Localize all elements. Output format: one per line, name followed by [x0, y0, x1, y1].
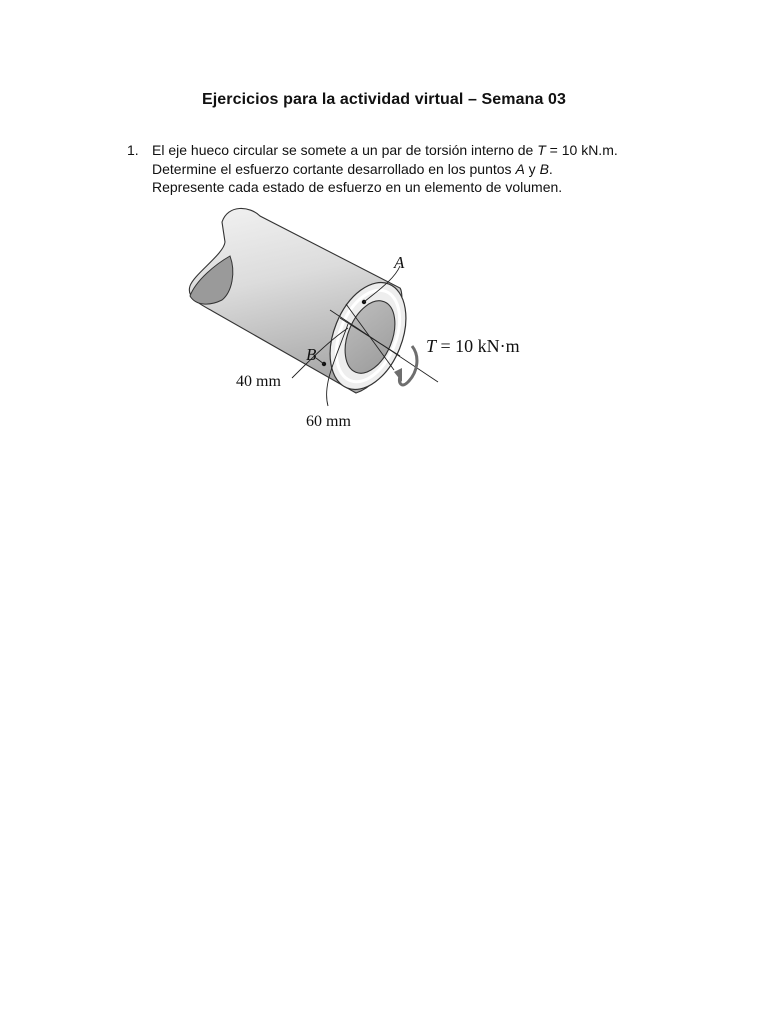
problem-line-2: [152, 160, 618, 179]
problem-number: 1.: [127, 142, 139, 158]
point-a-symbol: A: [515, 160, 525, 177]
label-torque-value: = 10 kN·m: [436, 336, 520, 356]
hollow-shaft-figure: [180, 200, 560, 440]
label-inner-dim: 40 mm: [236, 373, 281, 390]
page-title: Ejercicios para la actividad virtual – Semana 03: [201, 91, 567, 108]
problem-line-2-suffix: .: [548, 160, 553, 177]
problem-line-1: [152, 141, 618, 160]
problem-line-2-mid: y: [524, 160, 540, 177]
torque-symbol: T: [537, 142, 546, 158]
torque-arrow: [399, 346, 416, 385]
problem-line-1-prefix: El eje hueco circular se somete a un par de torsión interno de: [152, 142, 538, 158]
problem-statement: [152, 141, 618, 197]
point-b-symbol: B: [539, 160, 549, 177]
problem-line-2-prefix: Determine el esfuerzo cortante desarrollado en los puntos: [152, 160, 516, 177]
label-torque: [426, 336, 520, 356]
problem-line-3: Represente cada estado de esfuerzo en un elemento de volumen.: [152, 179, 563, 195]
label-point-b: B: [306, 345, 317, 364]
problem-line-1-suffix: = 10 kN.m.: [545, 142, 618, 158]
label-point-a: A: [394, 253, 405, 272]
label-torque-var: T: [426, 336, 437, 356]
label-outer-dim: 60 mm: [306, 413, 351, 430]
